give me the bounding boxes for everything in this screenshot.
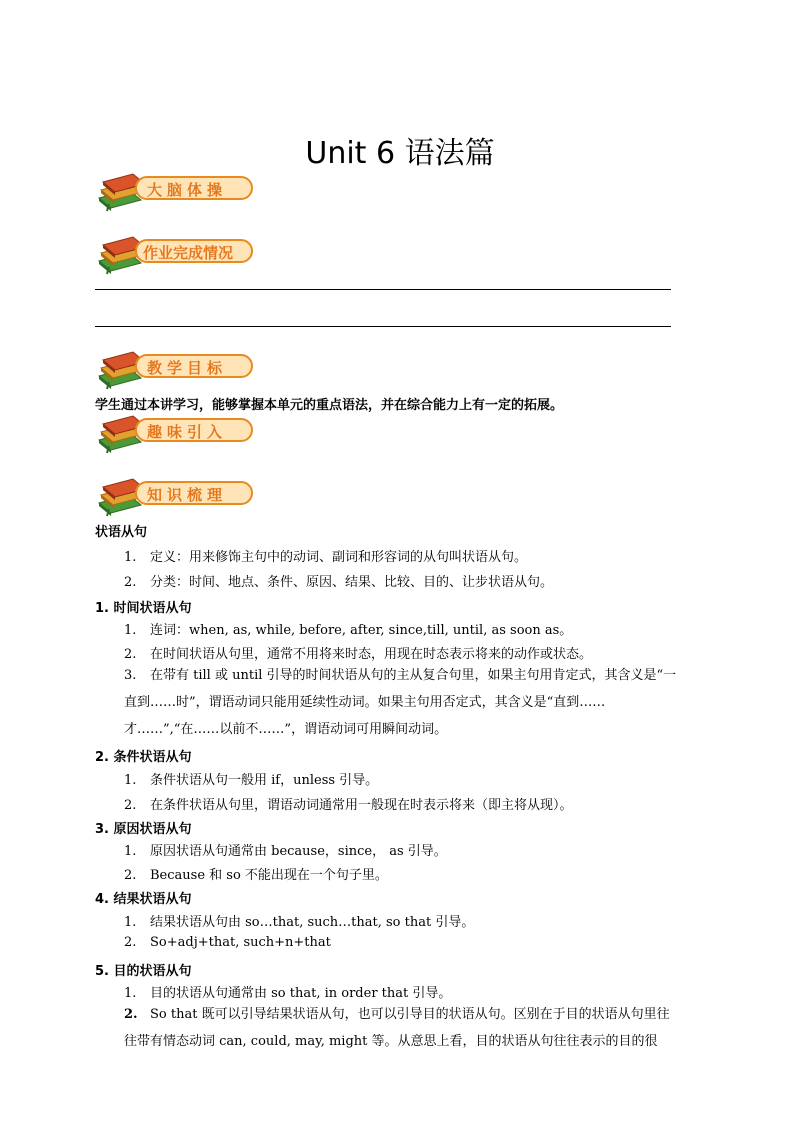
banner-label: 知识梳理 [147, 486, 228, 504]
list-item [124, 619, 572, 638]
item-text: 在带有 till 或 until 引导的时间状语从句的主从复合句里，如果主句用肯定式，其含义是“一直到……时”，谓语动词只能用延续性动词。如果主句用否定式，其含义是“直到……才……”,“在……以前不……”，谓语动词可用瞬间动词。 [124, 668, 677, 737]
banner-fun-intro [95, 412, 261, 448]
item-text: 条件状语从句一般用 if，unless 引导。 [150, 773, 379, 788]
banner-label: 大脑体操 [147, 181, 228, 199]
item-number: 3. [124, 668, 137, 683]
item-number: 2. [124, 868, 137, 883]
list-item [124, 911, 474, 930]
banner-plaque [135, 354, 253, 378]
item-number: 2. [124, 647, 137, 662]
item-number: 2. [124, 935, 137, 950]
item-text: 在条件状语从句里，谓语动词通常用一般现在时表示将来（即主将从现）。 [150, 798, 573, 813]
list-item [124, 769, 378, 788]
section-heading: 5. 目的状语从句 [95, 964, 192, 979]
answer-line-1 [95, 289, 671, 290]
item-text: 连词：when, as, while, before, after, since,till, until, as soon as。 [150, 623, 573, 638]
section-heading: 4. 结果状语从句 [95, 892, 192, 907]
item-number: 1. [124, 915, 137, 930]
banner-plaque [135, 239, 253, 263]
answer-line-2 [95, 326, 671, 327]
section-heading: 3. 原因状语从句 [95, 822, 192, 837]
item-text: 在时间状语从句里，通常不用将来时态，用现在时态表示将来的动作或状态。 [150, 647, 593, 662]
intro-item-2 [124, 571, 553, 590]
banner-brain-exercise [95, 170, 261, 206]
teaching-goal-text: 学生通过本讲学习，能够掌握本单元的重点语法，并在综合能力上有一定的拓展。 [95, 398, 564, 413]
banner-label: 教学目标 [147, 359, 228, 377]
item-text: Because 和 so 不能出现在一个句子里。 [150, 868, 388, 883]
section-heading: 1. 时间状语从句 [95, 601, 192, 616]
item-number: 2. [124, 798, 137, 813]
item-text: 目的状语从句通常由 so that, in order that 引导。 [150, 986, 452, 1001]
list-item [124, 840, 447, 859]
list-item [124, 935, 331, 950]
banner-teaching-goals [95, 348, 261, 384]
list-item [124, 662, 679, 743]
section-heading: 2. 条件状语从句 [95, 750, 192, 765]
item-number: 2. [124, 1007, 138, 1022]
list-item [124, 794, 573, 813]
item-text: 分类：时间、地点、条件、原因、结果、比较、目的、让步状语从句。 [150, 575, 554, 590]
intro-item-1 [124, 546, 527, 565]
banner-plaque [135, 418, 253, 442]
section-title: 状语从句 [95, 525, 148, 540]
item-number: 1. [124, 550, 137, 565]
list-item [124, 1001, 679, 1055]
item-number: 1. [124, 986, 137, 1001]
item-text: So that 既可以引导结果状语从句，也可以引导目的状语从句。区别在于目的状语从句里往往带有情态动词 can, could, may, might 等。从意思上看，目的状语从句往往表示的目的很 [124, 1007, 670, 1049]
banner-knowledge-review [95, 475, 261, 511]
item-number: 1. [124, 623, 137, 638]
item-text: 结果状语从句由 so…that, such…that, so that 引导。 [150, 915, 475, 930]
item-number: 2. [124, 575, 137, 590]
list-item [124, 982, 451, 1001]
list-item [124, 643, 592, 662]
item-number: 1. [124, 773, 137, 788]
item-text: 原因状语从句通常由 because，since， as 引导。 [150, 844, 447, 859]
item-number: 1. [124, 844, 137, 859]
item-text: 定义：用来修饰主句中的动词、副词和形容词的从句叫状语从句。 [150, 550, 528, 565]
item-text: So+adj+that, such+n+that [150, 935, 331, 950]
banner-label: 作业完成情况 [143, 244, 234, 262]
banner-homework-status [95, 233, 261, 269]
banner-plaque [135, 176, 253, 200]
banner-plaque [135, 481, 253, 505]
list-item [124, 864, 388, 883]
page-title: Unit 6 语法篇 [305, 136, 495, 171]
banner-label: 趣味引入 [147, 423, 228, 441]
